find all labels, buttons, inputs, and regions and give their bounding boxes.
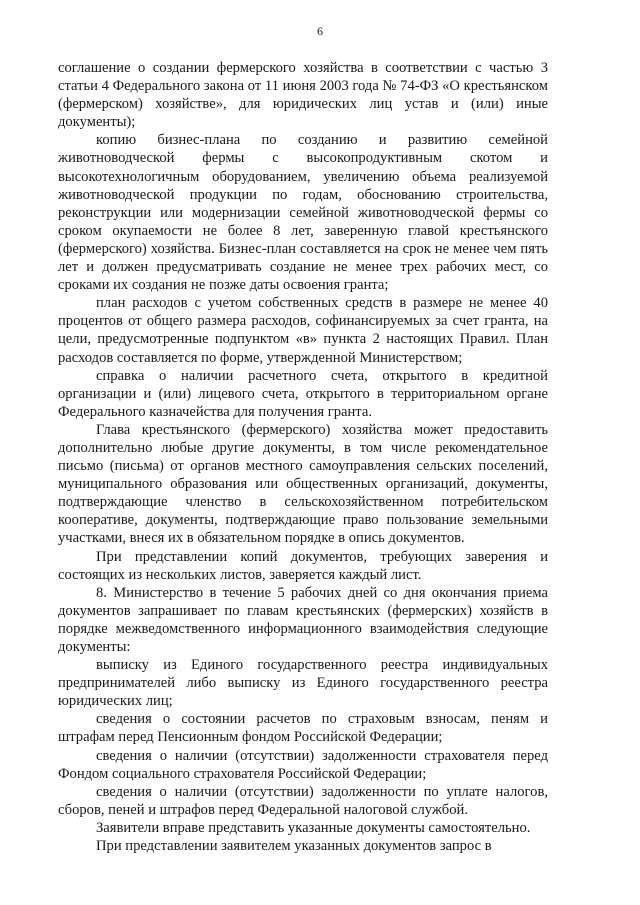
paragraph-additional-documents: Глава крестьянского (фермерского) хозяйства может предоставить дополнительно любые другие документы, в том числе рекомендательное письмо (письма) от органов местного самоуправления сельских поселений, муниципального образования или общественных организаций, документы, подтверждающие членство в сельскохозяйственном потребительском кооперативе, документы, подтверждающие право пользование земельными участками, внеся их в обязательном порядке в опись документов.	[58, 421, 548, 547]
paragraph-item-8: 8. Министерство в течение 5 рабочих дней со дня окончания приема документов запрашивает по главам крестьянских (фермерских) хозяйств в порядке межведомственного информационного взаимодействия следующие документы:	[58, 584, 548, 655]
paragraph-tax-service-info: сведения о наличии (отсутствии) задолженности по уплате налогов, сборов, пеней и штрафов перед Федеральной налоговой службой.	[58, 783, 548, 818]
paragraph-social-insurance-info: сведения о наличии (отсутствии) задолженности страхователя перед Фондом социального страхователя Российской Федерации;	[58, 747, 548, 782]
page-number: 6	[317, 24, 323, 38]
paragraph-registry-extract: выписку из Единого государственного реестра индивидуальных предпринимателей либо выписку из Единого государственного реестра юридических лиц;	[58, 657, 548, 710]
paragraph-business-plan: копию бизнес-плана по созданию и развитию семейной животноводческой фермы с высокопродуктивным скотом и высокотехнологичным оборудованием, увеличению объема реализуемой животноводческой продукции по годам, обоснованию строительства, реконструкции или модернизации семейной животноводческой фермы со сроком окупаемости не более 8 лет, заверенную главой крестьянского (фермерского) хозяйства. Бизнес-план составляется на срок не менее чем пять лет и должен предусматривать создание не менее трех рабочих мест, со сроками их создания не позже даты освоения гранта;	[58, 132, 548, 294]
paragraph-request-start: При представлении заявителем указанных документов запрос в	[96, 838, 492, 855]
paragraph-pension-fund-info: сведения о состоянии расчетов по страховым взносам, пеням и штрафам перед Пенсионным фондом Российской Федерации;	[58, 711, 548, 746]
paragraph-bank-account-certificate: справка о наличии расчетного счета, открытого в кредитной организации и (или) лицевого счета, открытого в территориальном органе Федерального казначейства для получения гранта.	[58, 367, 548, 420]
paragraph-founding-documents-continuation: соглашение о создании фермерского хозяйства в соответствии с частью 3 статьи 4 Федерального закона от 11 июня 2003 года № 74-ФЗ «О крестьянском (фермерском) хозяйстве», для юридических лиц устав и (или) иные документы);	[58, 60, 548, 131]
paragraph-copy-certification: При представлении копий документов, требующих заверения и состоящих из нескольких листов, заверяется каждый лист.	[58, 548, 548, 583]
document-body	[58, 59, 548, 855]
paragraph-expense-plan: план расходов с учетом собственных средств в размере не менее 40 процентов от общего размера расходов, софинансируемых за счет гранта, на цели, предусмотренные подпунктом «в» пункта 2 настоящих Правил. План расходов составляется по форме, утвержденной Министерством;	[58, 295, 548, 366]
paragraph-self-submission: Заявители вправе представить указанные документы самостоятельно.	[96, 819, 531, 836]
